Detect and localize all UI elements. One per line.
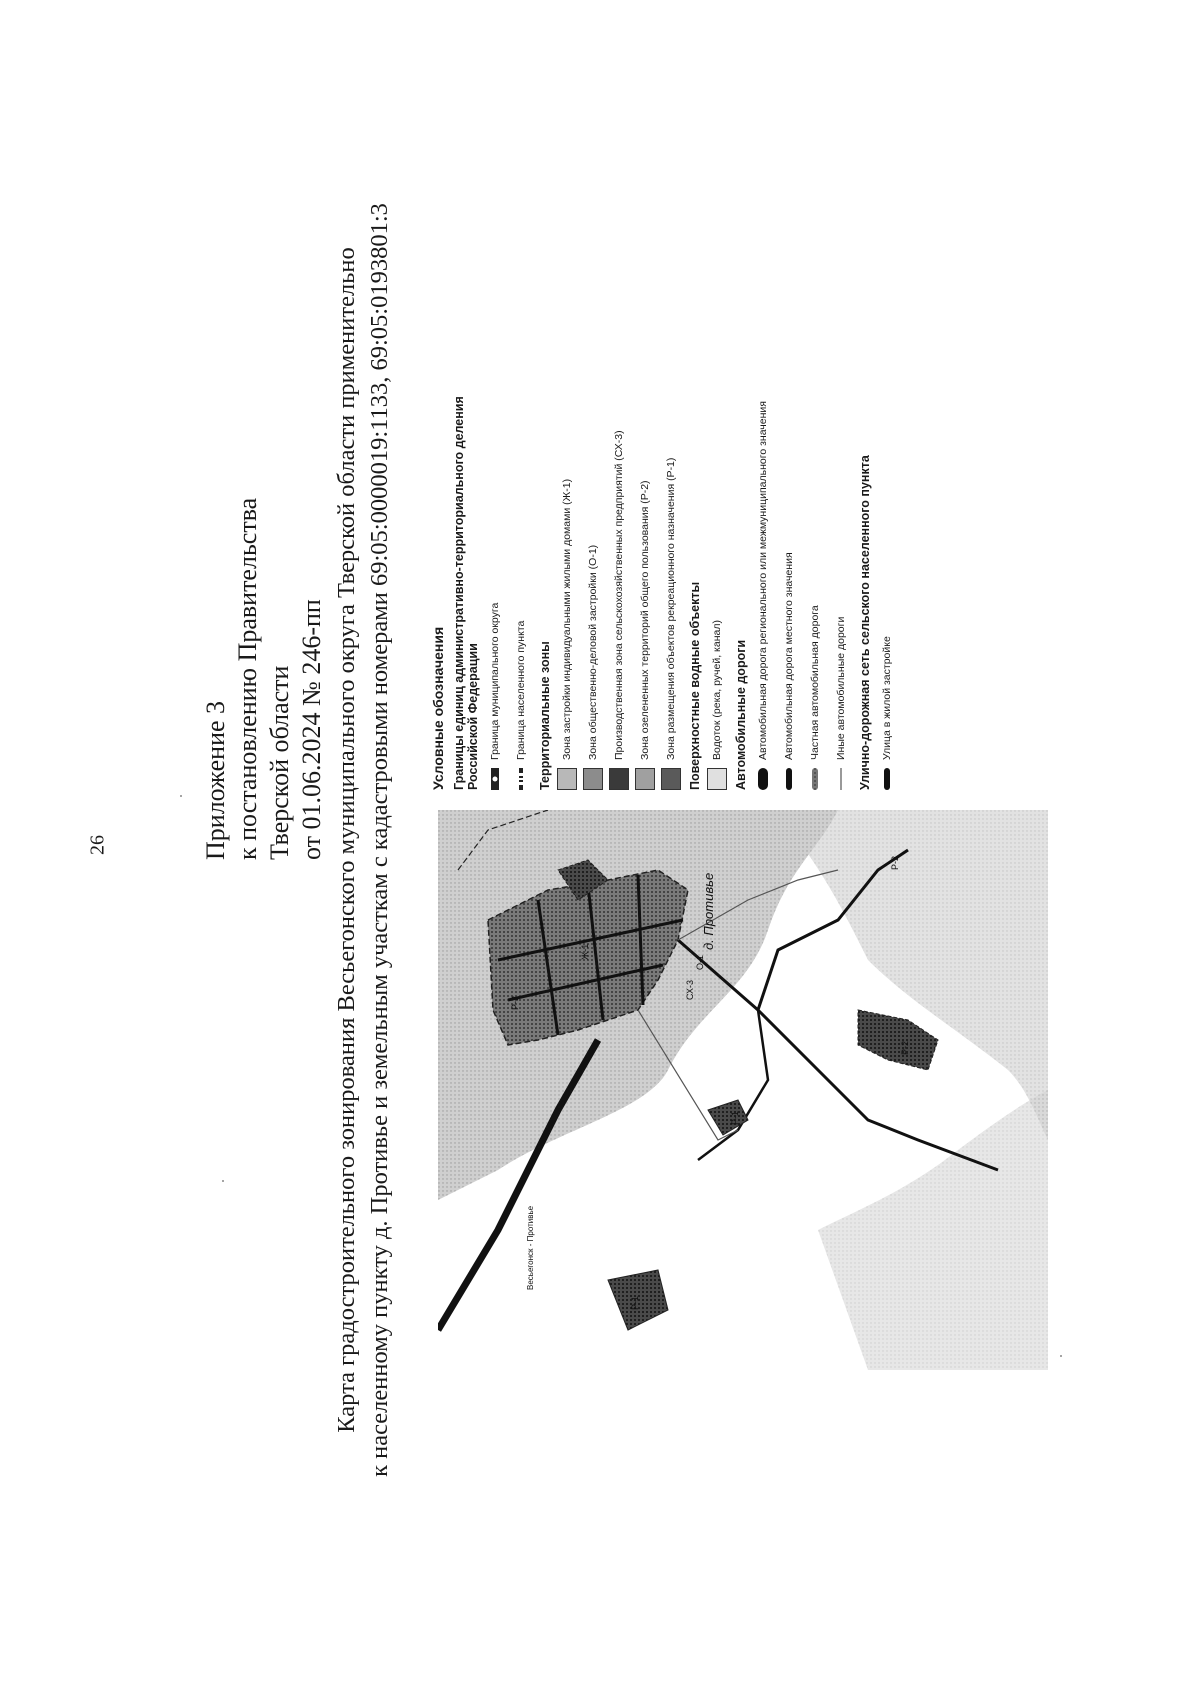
zone-zh1-swatch — [557, 768, 577, 790]
zone-label: СХ-3 — [685, 980, 695, 1000]
legend-item — [608, 370, 630, 790]
appendix-line: к постановлению Правительства — [233, 497, 262, 860]
legend-item-label: Автомобильная дорога местного значения — [783, 552, 795, 760]
legend-section-heading: Территориальные зоны — [538, 641, 552, 790]
zone-r1 — [708, 1100, 748, 1135]
legend-item-label: Водоток (река, ручей, канал) — [711, 620, 723, 760]
appendix-line: от 01.06.2024 № 246-пп — [297, 599, 326, 860]
title-line-2: к населенному пункту д. Противье и земельным участкам с кадастровыми номерами 69:05:0000019:1133, 69:05:0193801:3 — [366, 203, 393, 1477]
zoning-map — [438, 810, 1048, 1370]
legend-item — [660, 370, 682, 790]
legend-item-label: Иные автомобильные дороги — [835, 616, 847, 760]
local-road-icon — [782, 768, 796, 790]
residential-street-icon — [880, 768, 894, 790]
zone-r1 — [858, 1010, 938, 1070]
zone-r1-swatch — [661, 768, 681, 790]
private-road-icon — [808, 768, 822, 790]
legend-title: Условные обозначения — [430, 626, 446, 790]
boundary-settlement-icon — [514, 768, 528, 790]
zone-label: Ж-1 — [580, 943, 590, 960]
legend-section-heading: Поверхностные водные объекты — [688, 581, 702, 790]
legend-item — [752, 370, 774, 790]
title-line-1: Карта градостроительного зонирования Весьегонского муниципального округа Тверской области применительно — [333, 247, 360, 1433]
legend-item — [556, 370, 578, 790]
water-area — [818, 1090, 1048, 1370]
map-canvas — [438, 810, 1048, 1370]
road-label: Весьегонск - Противье — [526, 1205, 535, 1290]
legend-item — [830, 370, 852, 790]
legend-item-label: Зона озелененных территорий общего пользования (Р-2) — [639, 480, 651, 760]
other-road-icon — [834, 768, 848, 790]
zone-sx3-swatch — [609, 768, 629, 790]
zone-label: Р-1 — [630, 1295, 640, 1310]
legend-item — [634, 370, 656, 790]
legend-item-label: Зона общественно-деловой застройки (О-1) — [587, 544, 599, 760]
local-road — [698, 1010, 768, 1160]
appendix-line: Тверской области — [265, 665, 294, 860]
settlement-label: д. Противье — [701, 872, 716, 950]
legend-section-heading: Улично-дорожная сеть сельского населенного пункта — [858, 455, 872, 790]
legend-item — [706, 370, 728, 790]
legend-item-label: Улица в жилой застройке — [881, 636, 893, 760]
boundary-district-icon — [488, 768, 502, 790]
legend-item-label: Граница населенного пункта — [515, 620, 527, 760]
watercourse-swatch — [707, 768, 727, 790]
legend-item — [582, 370, 604, 790]
zone-label: О-1 — [695, 954, 705, 970]
zone-label: Р-2 — [900, 1040, 910, 1055]
legend-item — [876, 370, 898, 790]
legend-item-label: Зона застройки индивидуальными жилыми домами (Ж-1) — [561, 478, 573, 760]
regional-road-icon — [756, 768, 770, 790]
legend-item — [778, 370, 800, 790]
document-title — [330, 95, 420, 1585]
zone-o1-swatch — [583, 768, 603, 790]
legend-item-label: Частная автомобильная дорога — [809, 605, 821, 760]
legend-item — [510, 370, 532, 790]
zone-label: Р-2 — [890, 855, 900, 870]
legend-item-label: Производственная зона сельскохозяйственных предприятий (СХ-3) — [613, 430, 625, 760]
zone-label: Р-2 — [510, 995, 520, 1010]
appendix-block — [200, 240, 340, 860]
scan-speck — [1060, 1355, 1062, 1357]
legend-item-label: Граница муниципального округа — [489, 602, 501, 760]
legend-item-label: Зона размещения объектов рекреационного назначения (Р-1) — [665, 457, 677, 760]
scan-speck — [222, 1180, 224, 1182]
legend-item — [804, 370, 826, 790]
legend-item-label: Автомобильная дорога регионального или межмуниципального значения — [757, 401, 769, 760]
legend-item — [484, 370, 506, 790]
water-area — [798, 810, 1048, 1140]
appendix-line: Приложение 3 — [201, 700, 230, 860]
zone-label: Р-1 — [730, 1110, 740, 1125]
scan-speck — [180, 795, 182, 797]
map-legend — [430, 370, 1030, 790]
zone-r2-swatch — [635, 768, 655, 790]
page-number: 26 — [86, 835, 109, 855]
legend-section-heading: Границы единиц административно-территориального деления Российской Федерации — [452, 396, 480, 790]
legend-section-heading: Автомобильные дороги — [734, 639, 748, 790]
